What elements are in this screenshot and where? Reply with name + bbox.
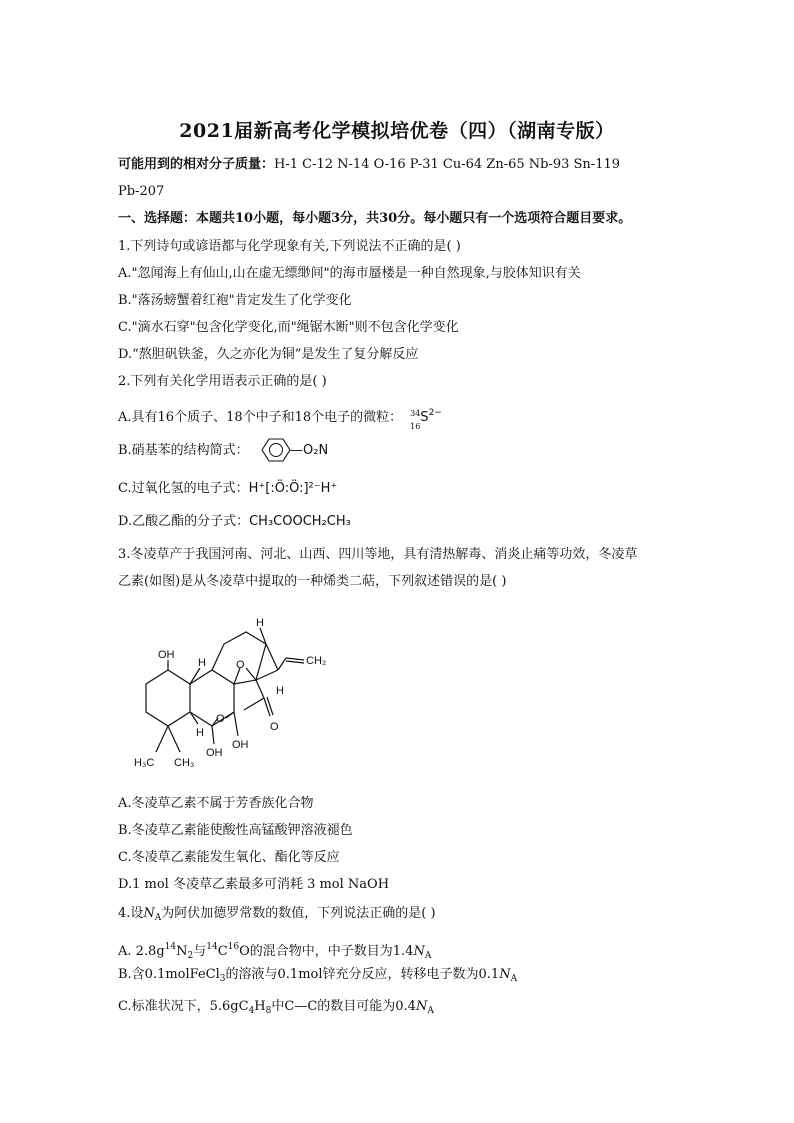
atomic-masses-values-cont: Pb-207 [118,184,165,199]
ch3-label: CH₃ [174,757,195,769]
page-title: 2021届新高考化学模拟培优卷（四）（湖南专版） [179,120,615,142]
ch2-label: CH₂ [306,655,327,667]
h-label-4: H [196,727,204,739]
h-label-2: H [256,617,264,629]
q4-stem: 4.设$N_A$为阿伏加德罗常数的数值，下列说法正确的是( ) [118,906,436,923]
h-label-1: H [198,657,206,669]
q3-stem-2: 乙素(如图)是从冬凌草中提取的一种烯类二萜，下列叙述错误的是( ) [118,574,507,589]
atomic-masses-label: 可能用到的相对分子质量： [118,157,275,172]
q3-option-b: B.冬凌草乙素能使酸性高锰酸钾溶液褪色 [118,823,353,838]
atomic-masses-line [118,156,620,174]
q3-option-a: A.冬凌草乙素不属于芳香族化合物 [118,796,314,811]
oridonin-structure-diagram [128,598,338,788]
q1-stem: 1.下列诗句或谚语都与化学现象有关,下列说法不正确的是( ) [118,239,461,254]
q2-option-d [118,513,351,531]
q1-option-a: A."忽闻海上有仙山,山在虚无缥缈间"的海市蜃楼是一种自然现象,与胶体知识有关 [118,266,581,281]
ethyl-acetate-formula: CH₃COOCH₂CH₃ [249,514,351,529]
q3-stem-1: 3.冬凌草产于我国河南、河北、山西、四川等地，具有清热解毒、消炎止痛等功效，冬凌草 [118,547,638,562]
atomic-masses-values: H-1 C-12 N-14 O-16 P-31 Cu-64 Zn-65 Nb-93 Sn-119 [274,157,621,172]
h-label-3: H [276,685,284,697]
q2-stem: 2.下列有关化学用语表示正确的是( ) [118,374,327,389]
q1-option-c: C."滴水石穿"包含化学变化,而"绳锯木断"则不包含化学变化 [118,320,459,335]
q1-option-d: D.“熬胆矾铁釜，久之亦化为铜”是发生了复分解反应 [118,347,419,362]
q2-a-text: A.具有16个质子、18个中子和18个电子的微粒： [118,410,403,425]
q2-d-text: D.乙酸乙酯的分子式： [118,514,250,529]
section-heading: 一、选择题：本题共10小题，每小题3分，共30分。每小题只有一个选项符合题目要求。 [118,211,632,226]
q4-option-a: A. $2.8g^{14}N_2$与$^{14}C^{16}O$的混合物中，中子数目为$1.4N_A$ [118,942,432,961]
nitro-group: —O₂N [290,443,329,458]
h3c-label: H₃C [134,757,155,769]
q2-option-b [118,442,249,460]
o-label-1: O [236,659,245,671]
h2o2-electron-formula: H⁺[:Ö:Ö:]²⁻H⁺ [248,481,338,496]
q1-option-b: B."落汤螃蟹着红袍"肯定发生了化学变化 [118,293,352,308]
q3-option-c: C.冬凌草乙素能发生氧化、酯化等反应 [118,850,340,865]
q3-option-d: D.1 mol 冬凌草乙素最多可消耗 3 mol NaOH [118,877,390,892]
q2-option-a: A.具有16个质子、18个中子和18个电子的微粒： 34 16 $S^{2-}$ [118,408,442,431]
o-label-2: O [270,721,279,733]
oh-label-2: OH [232,739,249,751]
nuclide-notation: 34 16 [410,408,421,431]
q4-option-b: B.含0.1molFeCl$_3$的溶液与0.1mol锌充分反应，转移电子数为$0.1N_A$ [118,967,518,984]
q4-option-c: C.标准状况下，$5.6gC_4H_8$中C—C的数目可能为$0.4N_A$ [118,999,434,1016]
oh-label-1: OH [158,649,175,661]
q2-option-c [118,480,337,498]
q2-c-text: C.过氧化氢的电子式： [118,481,249,496]
oh-label-3: OH [206,747,223,759]
q2-b-text: B.硝基苯的结构简式： [118,443,249,458]
o-label-3: O [216,713,225,725]
